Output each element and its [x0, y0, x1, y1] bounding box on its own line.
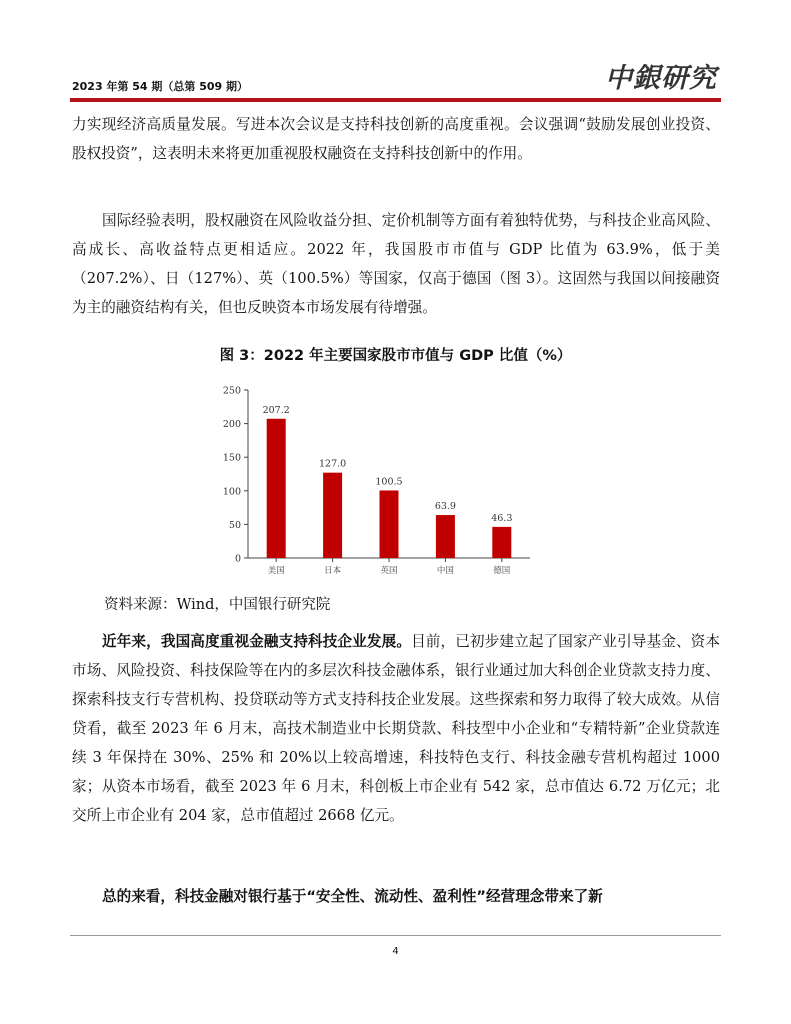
paragraph-3-body: 目前，已初步建立起了国家产业引导基金、资本市场、风险投资、科技保险等在内的多层次科技金融体系，银行业通过加大科创企业贷款支持力度、探索科技支行专营机构、投贷联动等方式支持科技企业发展。这些探索和努力取得了较大成效。从信贷看，截至 2023 年 6 月末，高技术制造业中长期贷款、科技型中小企业和“专精特新”企业贷款连续 3 年保持在 30%、25% 和 20%以上较高增速，科技特色支行、科技金融专营机构超过 1000 家；从资本市场看，截至 2023 年 6 月末，科创板上市企业有 542 家，总市值达 6.72 万亿元；北交所上市企业有 204 家，总市值超过 2668 亿元。	[72, 633, 720, 824]
paragraph-2: 国际经验表明，股权融资在风险收益分担、定价机制等方面有着独特优势，与科技企业高风险、高成长、高收益特点更相适应。2022 年，我国股市市值与 GDP 比值为 63.9%，低于美（207.2%）、日（127%）、英（100.5%）等国家，仅高于德国（图 3）。这固然与我国以间接融资为主的融资结构有关，但也反映资本市场发展有待增强。	[72, 212, 720, 316]
paragraph-4-lead: 总的来看，科技金融对银行基于“安全性、流动性、盈利性”经营理念带来了新	[102, 888, 603, 905]
brand-logo: 中銀研究	[605, 63, 717, 94]
data-label: 46.3	[491, 512, 513, 524]
x-tick-label: 中国	[436, 566, 454, 576]
y-tick-label: 100	[222, 486, 241, 498]
y-tick-label: 150	[222, 452, 241, 464]
bar-1	[267, 419, 286, 558]
x-tick-label: 日本	[324, 566, 342, 576]
bar-2	[323, 473, 342, 558]
x-tick-label: 英国	[380, 566, 398, 576]
issue-number: 2023 年第 54 期（总第 509 期）	[72, 80, 249, 93]
paragraph-3	[72, 627, 720, 830]
x-tick-label: 美国	[267, 566, 285, 576]
data-label: 207.2	[262, 404, 290, 416]
y-tick-label: 200	[222, 419, 241, 431]
y-tick-label: 250	[222, 385, 241, 397]
bar-3	[380, 490, 399, 558]
paragraph-3-lead: 近年来，我国高度重视金融支持科技企业发展。	[102, 633, 412, 650]
paragraph-1: 力实现经济高质量发展。写进本次会议是支持科技创新的高度重视。会议强调“鼓励发展创业投资、股权投资”，这表明未来将更加重视股权融资在支持科技创新中的作用。	[72, 116, 720, 162]
y-tick-label: 50	[228, 519, 241, 531]
header-rule	[70, 98, 721, 102]
bar-chart	[200, 378, 540, 578]
bar-4	[436, 515, 455, 558]
page-number: 4	[392, 946, 399, 957]
figure-title: 图 3：2022 年主要国家股市市值与 GDP 比值（%）	[219, 348, 572, 364]
data-label: 100.5	[375, 476, 403, 488]
data-label: 63.9	[434, 501, 456, 513]
data-label: 127.0	[318, 458, 347, 470]
bar-5	[492, 527, 511, 558]
figure-source: 资料来源：Wind，中国银行研究院	[104, 597, 331, 613]
paragraph-4	[72, 882, 720, 911]
footer-rule	[70, 935, 721, 936]
y-tick-label: 0	[234, 553, 241, 565]
x-tick-label: 德国	[493, 566, 511, 576]
